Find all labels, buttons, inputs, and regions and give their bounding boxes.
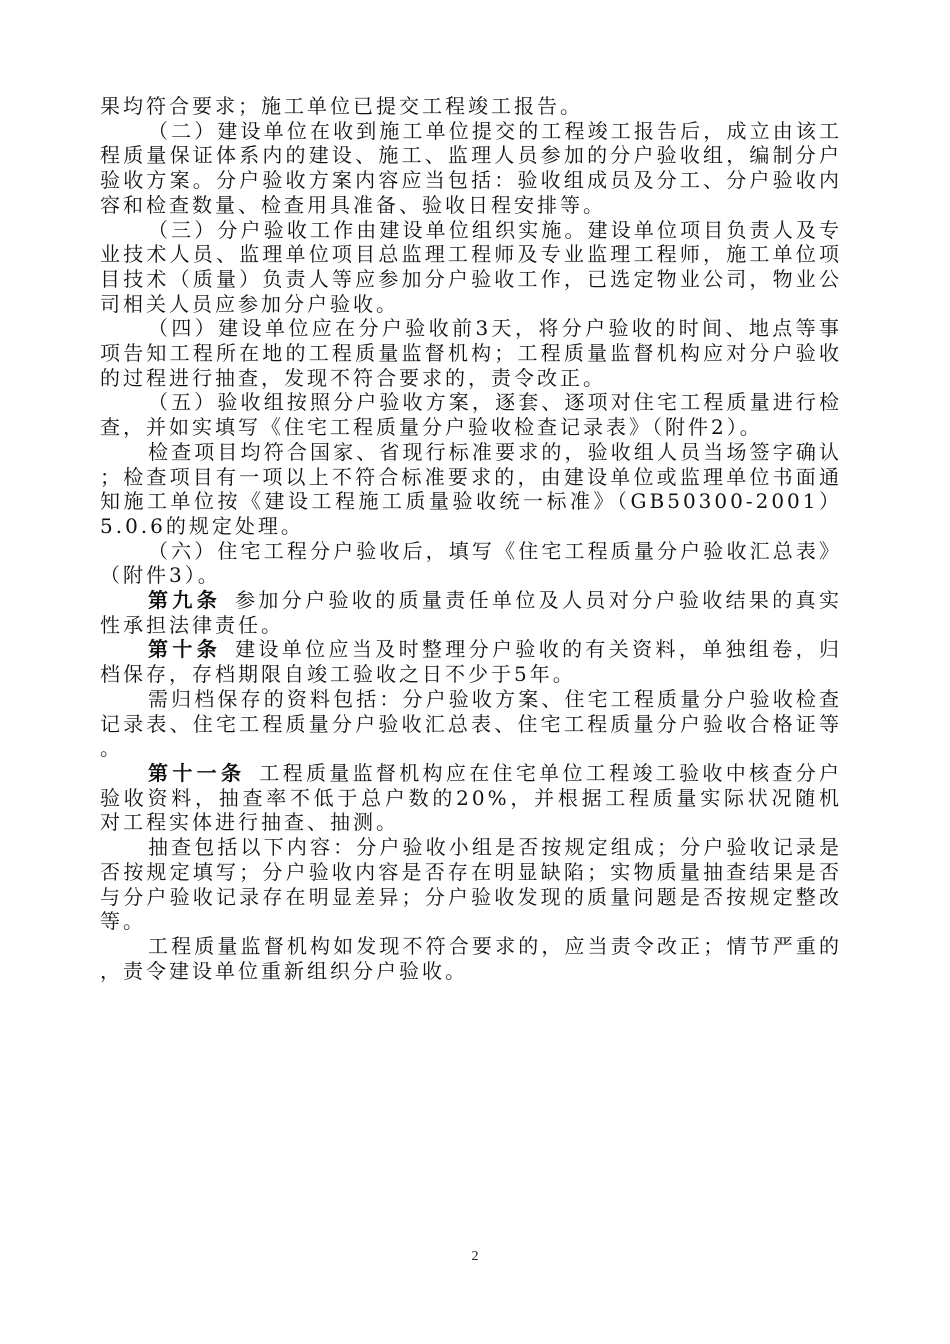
document-body	[100, 94, 842, 983]
article-9	[100, 588, 842, 637]
paragraph-archive-materials: 需归档保存的资料包括：分户验收方案、住宅工程质量分户验收检查记录表、住宅工程质量分户验收汇总表、住宅工程质量分户验收合格证等。	[100, 686, 842, 761]
paragraph-item-4: （四）建设单位应在分户验收前3天，将分户验收的时间、地点等事项告知工程所在地的工程质量监督机构；工程质量监督机构应对分户验收的过程进行抽查，发现不符合要求的，责令改正。	[100, 316, 842, 390]
page-number: 2	[471, 1249, 479, 1264]
article-10	[100, 637, 842, 686]
article-9-text: 参加分户验收的质量责任单位及人员对分户验收结果的真实性承担法律责任。	[100, 588, 843, 637]
paragraph-item-6: （六）住宅工程分户验收后，填写《住宅工程质量分户验收汇总表》（附件3）。	[100, 538, 842, 588]
paragraph-inspection-items: 检查项目均符合国家、省现行标准要求的，验收组人员当场签字确认；检查项目有一项以上不符合标准要求的，由建设单位或监理单位书面通知施工单位按《建设工程施工质量验收统一标准》（GB50300-2001）5.0.6的规定处理。	[100, 439, 842, 538]
paragraph-spot-check-content: 抽查包括以下内容：分户验收小组是否按规定组成；分户验收记录是否按规定填写；分户验收内容是否存在明显缺陷；实物质量抽查结果是否与分户验收记录存在明显差异；分户验收发现的质量问题是否按规定整改等。	[100, 835, 842, 934]
paragraph-item-2: （二）建设单位在收到施工单位提交的工程竣工报告后，成立由该工程质量保证体系内的建设、施工、监理人员参加的分户验收组，编制分户验收方案。分户验收方案内容应当包括：验收组成员及分工、分户验收内容和检查数量、检查用具准备、验收日程安排等。	[100, 118, 842, 217]
article-10-text: 建设单位应当及时整理分户验收的有关资料，单独组卷，归档保存，存档期限自竣工验收之日不少于5年。	[100, 637, 843, 687]
paragraph-supervision-action: 工程质量监督机构如发现不符合要求的，应当责令改正；情节严重的，责令建设单位重新组织分户验收。	[100, 933, 842, 983]
article-9-heading: 第九条	[148, 588, 222, 613]
paragraph-item-5: （五）验收组按照分户验收方案，逐套、逐项对住宅工程质量进行检查，并如实填写《住宅工程质量分户验收检查记录表》（附件2）。	[100, 390, 842, 440]
article-11-text: 工程质量监督机构应在住宅单位工程竣工验收中核查分户验收资料，抽查率不低于总户数的20%，并根据工程质量实际状况随机对工程实体进行抽查、抽测。	[100, 760, 843, 835]
article-11	[100, 761, 842, 835]
article-11-heading: 第十一条	[148, 760, 246, 785]
article-10-heading: 第十条	[148, 637, 222, 662]
paragraph-continuation: 果均符合要求；施工单位已提交工程竣工报告。	[100, 94, 583, 118]
paragraph-item-3: （三）分户验收工作由建设单位组织实施。建设单位项目负责人及专业技术人员、监理单位项目总监理工程师及专业监理工程师，施工单位项目技术（质量）负责人等应参加分户验收工作，已选定物业公司，物业公司相关人员应参加分户验收。	[100, 217, 842, 316]
